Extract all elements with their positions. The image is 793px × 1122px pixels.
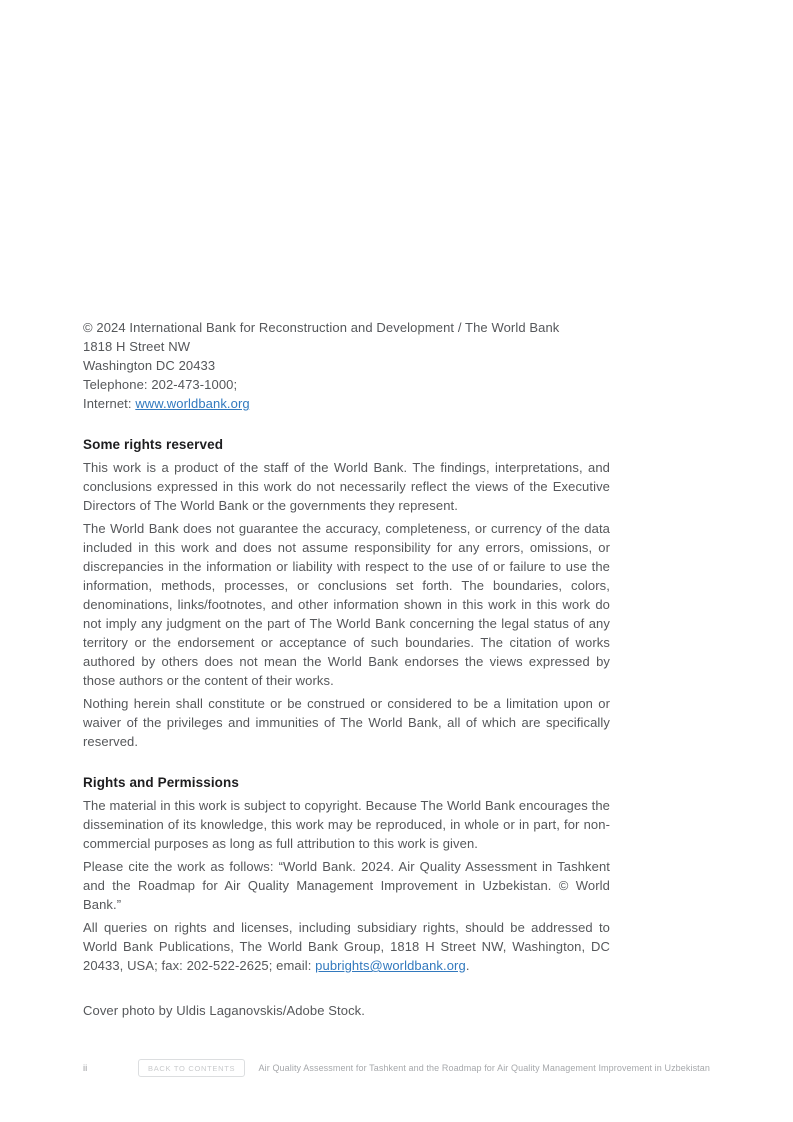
queries-period: . — [465, 958, 470, 973]
pubrights-email-link[interactable]: pubrights@worldbank.org — [315, 958, 466, 973]
running-title: Air Quality Assessment for Tashkent and the Roadmap for Air Quality Management Improvement in Uzbekistan — [258, 1063, 710, 1073]
heading-rights-and-permissions: Rights and Permissions — [83, 775, 239, 790]
copyright-line-street: 1818 H Street NW — [83, 339, 191, 354]
copyright-line-city: Washington DC 20433 — [83, 358, 216, 373]
back-to-contents-button[interactable]: BACK TO CONTENTS — [138, 1059, 245, 1077]
paragraph-citation: Please cite the work as follows: “World Bank. 2024. Air Quality Assessment in Tashkent and the Roadmap for Air Quality Management Improvement in Uzbekistan. © World Bank.” — [83, 859, 610, 912]
queries-text: All queries on rights and licenses, including subsidiary rights, should be addressed to World Bank Publications, The World Bank Group, 1818 H Street NW, Washington, DC 20433, USA; fax: 202-522-2625; email: — [83, 920, 610, 973]
internet-label: Internet: — [83, 396, 136, 411]
heading-some-rights-reserved: Some rights reserved — [83, 437, 224, 452]
paragraph-queries — [83, 918, 610, 975]
page-number: ii — [83, 1062, 88, 1074]
paragraph-staff-product: This work is a product of the staff of the World Bank. The findings, interpretations, and conclusions expressed in this work do not necessarily reflect the views of the Executive Directors of The World Bank or the governments they represent. — [83, 460, 610, 513]
copyright-line-publisher: © 2024 International Bank for Reconstruction and Development / The World Bank — [83, 320, 560, 335]
copyright-line-internet — [83, 394, 610, 413]
page-content — [83, 318, 610, 1020]
paragraph-privileges-immunities: Nothing herein shall constitute or be construed or considered to be a limitation upon or waiver of the privileges and immunities of The World Bank, all of which are specifically reserved. — [83, 696, 610, 749]
paragraph-disclaimer: The World Bank does not guarantee the accuracy, completeness, or currency of the data included in this work and does not assume responsibility for any errors, omissions, or discrepancies in the information or liability with respect to the use of or failure to use the information, methods, processes, or conclusions set forth. The boundaries, colors, denominations, links/footnotes, and other information shown in this work in this work do not imply any judgment on the part of The World Bank concerning the legal status of any territory or the endorsement or acceptance of such boundaries. The citation of works authored by others does not mean the World Bank endorses the views expressed by those authors or the content of their works. — [83, 521, 610, 688]
page-footer — [83, 1058, 710, 1078]
cover-photo-credit: Cover photo by Uldis Laganovskis/Adobe Stock. — [83, 1003, 365, 1018]
paragraph-copyright-material: The material in this work is subject to copyright. Because The World Bank encourages the dissemination of its knowledge, this work may be reproduced, in whole or in part, for non-commercial purposes as long as full attribution to this work is given. — [83, 798, 610, 851]
worldbank-website-link[interactable]: www.worldbank.org — [135, 396, 250, 411]
copyright-line-telephone: Telephone: 202-473-1000; — [83, 377, 238, 392]
copyright-block — [83, 318, 610, 413]
